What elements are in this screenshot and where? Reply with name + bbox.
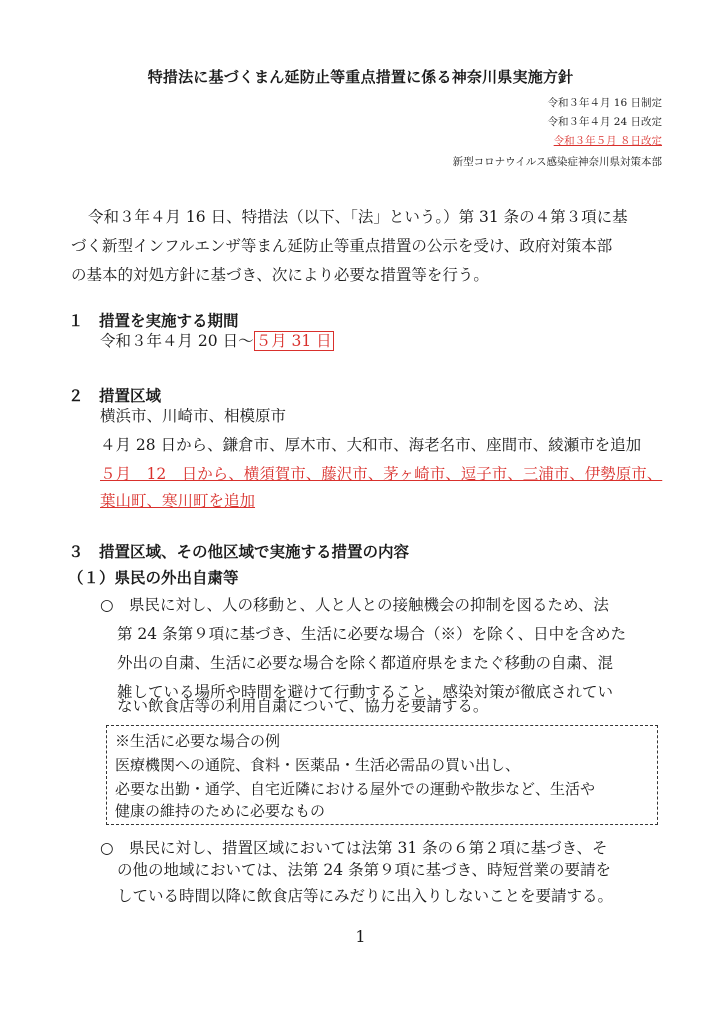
- issuer: 新型コロナウイルス感染症神奈川県対策本部: [452, 156, 662, 168]
- section-2-heading: ２ 措置区域: [68, 387, 162, 405]
- note-line-1: ※生活に必要な場合の例: [115, 732, 281, 750]
- area-line-1: 横浜市、川崎市、相模原市: [100, 407, 287, 425]
- revision-date-1: 令和３年４月 16 日制定: [547, 97, 662, 109]
- period-start: 令和３年４月 20 日～: [100, 332, 254, 350]
- revision-date-2: 令和３年４月 24 日改定: [547, 116, 662, 128]
- area-line-4: 葉山町、寒川町を追加: [100, 492, 256, 510]
- area-line-3: ５月 12 日から、横須賀市、藤沢市、茅ヶ崎市、逗子市、三浦市、伊勢原市、: [100, 465, 663, 483]
- area-line-2: ４月 28 日から、鎌倉市、厚木市、大和市、海老名市、座間市、綾瀬市を追加: [100, 436, 642, 454]
- para1-line-5: ない飲食店等の利用自粛について、協力を要請する。: [117, 697, 489, 715]
- para2-line-3: している時間以降に飲食店等にみだりに出入りしないことを要請する。: [117, 887, 614, 905]
- section-1-heading: １ 措置を実施する期間: [68, 312, 239, 330]
- note-line-2: 医療機関への通院、食料・医薬品・生活必需品の買い出し、: [115, 756, 521, 774]
- page-number: 1: [355, 927, 366, 946]
- intro-line-3: の基本的対処方針に基づき、次により必要な措置等を行う。: [71, 266, 489, 284]
- revision-date-3: 令和３年５月 ８日改定: [553, 135, 662, 147]
- note-line-3: 必要な出勤・通学、自宅近隣における屋外での運動や散歩など、生活や: [115, 780, 596, 798]
- para1-line-2: 第 24 条第９項に基づき、生活に必要な場合（※）を除く、日中を含めた: [117, 625, 627, 643]
- intro-line-2: づく新型インフルエンザ等まん延防止等重点措置の公示を受け、政府対策本部: [71, 237, 613, 255]
- para2-line-1: ○ 県民に対し、措置区域においては法第 31 条の６第２項に基づき、そ: [100, 839, 608, 857]
- intro-line-1: 令和３年４月 16 日、特措法（以下、「法」という。）第 31 条の４第３項に基: [88, 208, 628, 226]
- section-3-heading: ３ 措置区域、その他区域で実施する措置の内容: [68, 543, 410, 561]
- para1-line-1: ○ 県民に対し、人の移動と、人と人との接触機会の抑制を図るため、法: [100, 596, 609, 614]
- para2-line-2: の他の地域においては、法第 24 条第９項に基づき、時短営業の要請を: [117, 861, 611, 879]
- note-line-4: 健康の維持のために必要なもの: [115, 802, 326, 820]
- subsection-1-heading: （１）県民の外出自粛等: [68, 569, 239, 587]
- para1-line-4: 雑している場所や時間を避けて行動すること、感染対策が徹底されてい: [117, 683, 614, 701]
- note-box: [106, 725, 658, 825]
- document-title: 特措法に基づくまん延防止等重点措置に係る神奈川県実施方針: [147, 68, 574, 86]
- section-1-period: [100, 327, 334, 356]
- period-end: ５月 31 日: [255, 332, 332, 350]
- para1-line-3: 外出の自粛、生活に必要な場合を除く都道府県をまたぐ移動の自粛、混: [117, 654, 614, 672]
